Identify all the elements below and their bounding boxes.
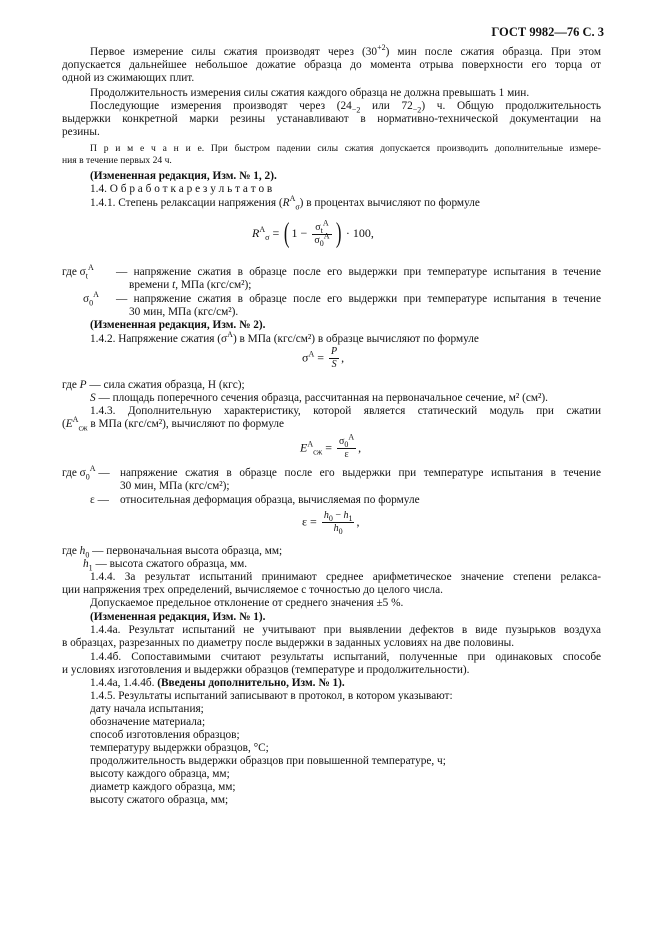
text-line: выдержки конкретной марки резины устанавливают в нормативно-технической документации на <box>62 113 601 125</box>
edition-note: (Измененная редакция, Изм. № 1, 2). <box>90 170 277 182</box>
list-item: диаметр каждого образца, мм; <box>90 781 236 793</box>
text-line: в образцах, разрезанных по диаметру после выдержки в заданных условиях на две половины. <box>62 637 515 649</box>
edition-note: (Измененная редакция, Изм. № 2). <box>90 319 266 331</box>
para-tolerance: Допускаемое предельное отклонение от среднего значения ±5 %. <box>90 597 404 609</box>
para-1-4-4: 1.4.4. За результат испытаний принимают среднее арифметическое значение степени релакса- <box>90 571 601 583</box>
para-subsequent: Последующие измерения производят через ($24_{-2}$ или $72_{-2}$) ч. Общую продолжительность <box>90 100 601 115</box>
para-duration: Продолжительность измерения силы сжатия каждого образца не должна превышать 1 мин. <box>90 87 530 99</box>
note-line: П р и м е ч а н и е. При быстром падении силы сжатия допускается производить дополнительные измере- <box>90 143 601 154</box>
para-1-4-4a: 1.4.4а. Результат испытаний не учитывают при выявлении дефектов в виде пузырьков воздуха <box>90 624 601 636</box>
where-h0: где $h_0$ — первоначальная высота образца, мм; <box>62 545 283 560</box>
definition-line: 30 мин, МПа (кгс/см²). <box>129 306 239 318</box>
para-1-4-4ab: 1.4.4а, 1.4.4б. (Введены дополнительно, Изм. № 1). <box>90 677 345 689</box>
list-item: высоту каждого образца, мм; <box>90 768 230 780</box>
where-h1: $h_1$ — высота сжатого образца, мм. <box>83 558 248 573</box>
para-1-4-1: 1.4.1. Степень релаксации напряжения $(R^А_\sigma)$ в процентах вычисляют по формуле <box>90 194 480 212</box>
definition-line: относительная деформация образца, вычисляемая по формуле <box>120 494 420 506</box>
para-first-measurement: Первое измерение силы сжатия производят через $(30^{+2})$ мин после сжатия образца. При этом <box>90 43 601 58</box>
text-line: резины. <box>62 126 100 138</box>
para-1-4-4b: 1.4.4б. Сопоставимыми считают результаты испытаний, полученные при одинаковых способе <box>90 651 601 663</box>
formula-modulus: $E^А_{сж}$ = $\frac{\sigma_0^А}{\varepsilon}$ , <box>300 432 362 460</box>
where-sigma-t: где $\sigma_t^А$ <box>62 263 94 281</box>
para-1-4-2: 1.4.2. Напряжение сжатия $(\sigma^А)$ в МПа (кгс/см²) в образце вычисляют по формуле <box>90 330 479 345</box>
para-1-4-5: 1.4.5. Результаты испытаний записывают в протокол, в котором указывают: <box>90 690 453 702</box>
list-item: продолжительность выдержки образцов при повышенной температуре, ч; <box>90 755 446 767</box>
section-heading: 1.4. О б р а б о т к а р е з у л ь т а т о в <box>90 183 273 195</box>
note-line: ния в течение первых 24 ч. <box>62 155 172 166</box>
list-item: дату начала испытания; <box>90 703 204 715</box>
text-line: допускается дальнейшее небольшое дожатие образца до момента отрыва поверхности его торца от <box>62 59 601 71</box>
list-item: высоту сжатого образца, мм; <box>90 794 229 806</box>
formula-relaxation: $R^А_\sigma$ = ( 1 − $\frac{\sigma_t^А}{\sigma_0^А}$ ) · 100, <box>252 218 374 249</box>
text-line: одной из сжимающих плит. <box>62 72 195 84</box>
text-line: ции напряжения трех определений, вычисляемое с точностью до целого числа. <box>62 584 443 596</box>
where-p: где P — сила сжатия образца, Н (кгс); <box>62 379 245 391</box>
where-epsilon: ε — <box>90 494 109 506</box>
formula-stress: $\sigma^А$ = $\frac{P}{S}$ , <box>302 346 345 370</box>
page-header: ГОСТ 9982—76 С. 3 <box>491 25 604 39</box>
where-sigma-0: $\sigma_0^А$ <box>83 290 99 308</box>
where-s: S — площадь поперечного сечения образца, рассчитанная на первоначальное сечение, м² (см²). <box>90 392 548 404</box>
definition-line: — напряжение сжатия в образце после его выдержки при температуре испытания в течение <box>116 266 601 278</box>
definition-line: напряжение сжатия в образце после его выдержки при температуре испытания в течение <box>120 467 601 479</box>
list-item: температуру выдержки образцов, °С; <box>90 742 269 754</box>
definition-line: 30 мин, МПа (кгс/см²); <box>120 480 230 492</box>
para-1-4-3: 1.4.3. Дополнительную характеристику, которой является статический модуль при сжатии <box>90 405 601 417</box>
edition-note: (Измененная редакция, Изм. № 1). <box>90 611 266 623</box>
definition-line: времени t, МПа (кгс/см²); <box>129 279 252 291</box>
text-line: и условиях изготовления и выдержки образцов (температуре и продолжительности). <box>62 664 470 676</box>
list-item: способ изготовления образцов; <box>90 729 240 741</box>
definition-line: — напряжение сжатия в образце после его выдержки при температуре испытания в течение <box>116 293 601 305</box>
text-line: ($E^А_{сж}$ в МПа (кгс/см²), вычисляют по формуле <box>62 415 285 433</box>
formula-strain: ε = $\frac{h_0 - h_1}{h_0}$ , <box>302 510 360 536</box>
where-sigma-0: где $\sigma_0^А$ — <box>62 464 110 482</box>
list-item: обозначение материала; <box>90 716 206 728</box>
